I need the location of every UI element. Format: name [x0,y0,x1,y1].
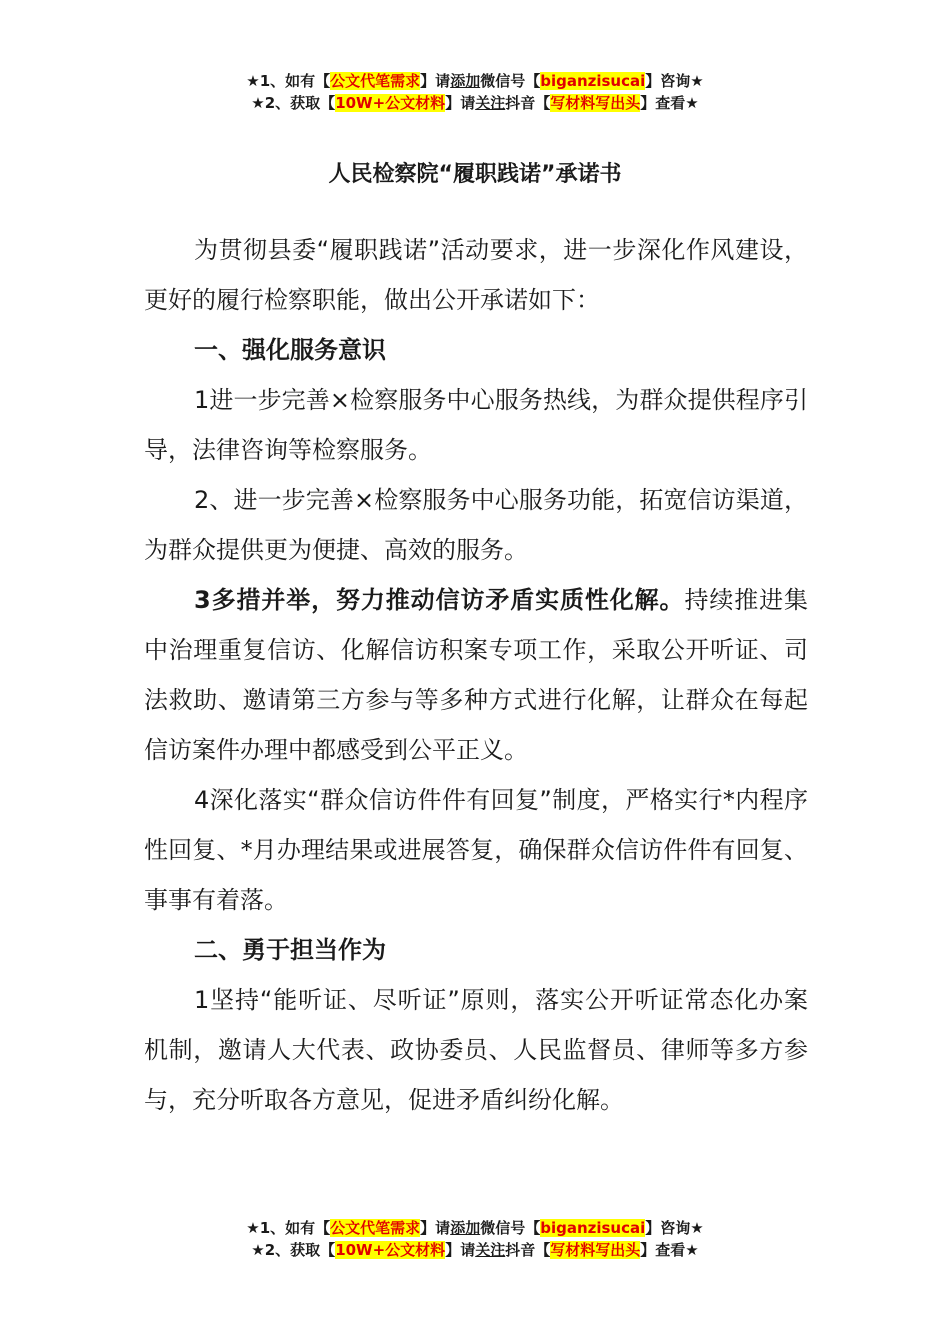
promo-line-2: ★2、获取【10W+公文材料】请关注抖音【写材料写出头】查看★ [251,1241,699,1259]
paragraph-item-5: 1坚持“能听证、尽听证”原则，落实公开听证常态化办案机制，邀请人大代表、政协委员、人民监督员、律师等多方参与，充分听取各方意见，促进矛盾纠纷化解。 [144,986,808,1114]
promo-wechat-id: biganzisucai [540,72,646,90]
paragraph-item-2: 2、进一步完善×检察服务中心服务功能，拓宽信访渠道，为群众提供更为便捷、高效的服务。 [144,486,808,564]
promo-wechat-id: biganzisucai [540,1219,646,1237]
promo-highlight: 公文代笔需求 [330,72,421,90]
paragraph-item-3 [144,575,808,775]
promo-line-1: ★1、如有【公文代笔需求】请添加微信号【biganzisucai】咨询★ [246,72,704,90]
promo-highlight: 公文代笔需求 [330,1219,421,1237]
promo-highlight: 10W+公文材料 [335,94,446,112]
promo-highlight: 10W+公文材料 [335,1241,446,1259]
paragraph-item-1: 1进一步完善×检察服务中心服务热线，为群众提供程序引导，法律咨询等检察服务。 [144,386,808,464]
section-heading-1: 一、强化服务意识 [194,336,386,364]
paragraph-item-4: 4深化落实“群众信访件件有回复”制度，严格实行*内程序性回复、*月办理结果或进展答复，确保群众信访件件有回复、事事有着落。 [144,786,808,914]
item-3-body: 持续推进集中治理重复信访、化解信访积案专项工作，采取公开听证、司法救助、邀请第三方参与等多种方式进行化解，让群众在每起信访案件办理中都感受到公平正义。 [144,586,809,764]
document-title: 人民检察院“履职践诺”承诺书 [328,162,622,187]
promo-douyin-id: 写材料写出头 [550,94,641,112]
intro-paragraph: 为贯彻县委“履职践诺”活动要求，进一步深化作风建设，更好的履行检察职能，做出公开承诺如下： [144,236,808,314]
promo-line-2: ★2、获取【10W+公文材料】请关注抖音【写材料写出头】查看★ [251,94,699,112]
promo-banner-bottom [0,1217,950,1261]
document-body [144,225,808,1125]
section-heading-2: 二、勇于担当作为 [194,936,386,964]
promo-banner-top [0,70,950,114]
promo-douyin-id: 写材料写出头 [550,1241,641,1259]
promo-line-1: ★1、如有【公文代笔需求】请添加微信号【biganzisucai】咨询★ [246,1219,704,1237]
item-3-lead: 3多措并举，努力推动信访矛盾实质性化解。 [194,586,685,614]
